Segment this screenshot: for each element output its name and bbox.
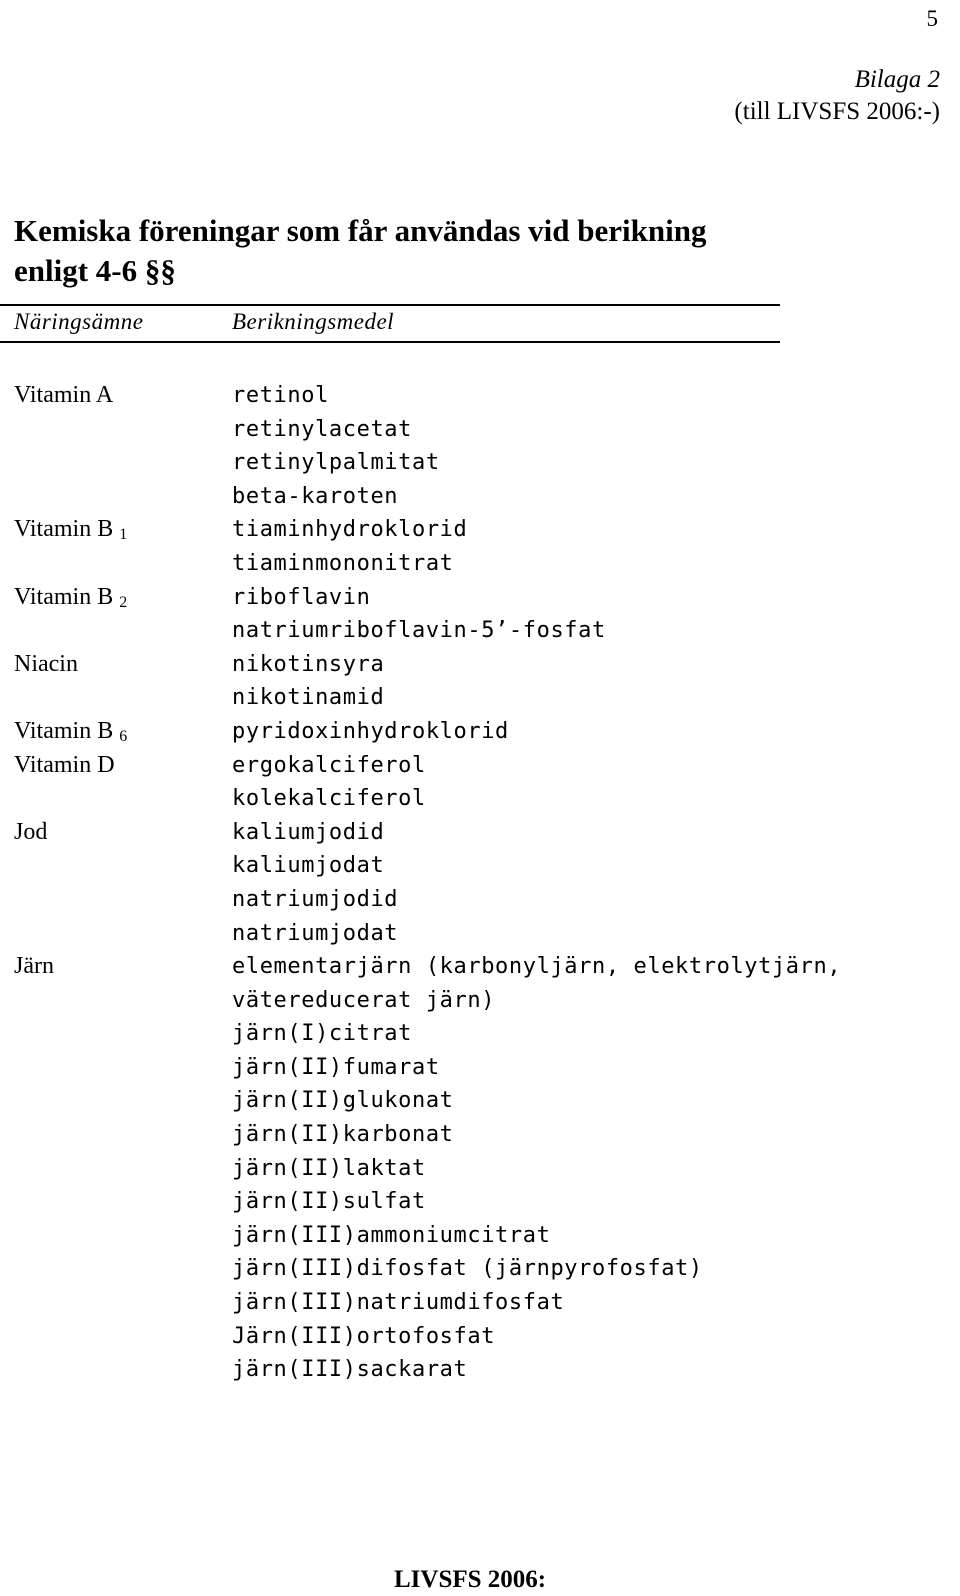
nutrient-cell [14, 749, 115, 783]
table-row [0, 950, 960, 984]
fortification-agent: pyridoxinhydroklorid [232, 718, 509, 744]
fortification-agent: kolekalciferol [232, 786, 426, 812]
table-row [0, 749, 960, 783]
table-row [0, 1152, 960, 1186]
table-row [0, 648, 960, 682]
column-header-agent: Berikningsmedel [232, 309, 395, 334]
fortification-agent: beta-karoten [232, 483, 399, 509]
fortification-agent: natriumjodat [232, 920, 399, 946]
table-row [0, 413, 960, 447]
annex-reference: (till LIVSFS 2006:-) [734, 98, 940, 125]
page-number: 5 [926, 6, 938, 31]
footer-reference: LIVSFS 2006: [394, 1566, 547, 1593]
fortification-agent: nikotinamid [232, 685, 385, 711]
table-row [0, 1219, 960, 1253]
table-row [0, 849, 960, 883]
table-row [0, 1118, 960, 1152]
table-row [0, 1252, 960, 1286]
nutrient-name: Järn [14, 953, 54, 980]
fortification-agent: järn(II)karbonat [232, 1122, 454, 1148]
fortification-agent: järn(III)natriumdifosfat [232, 1290, 565, 1316]
fortification-agent: järn(II)laktat [232, 1155, 426, 1181]
nutrient-name: Vitamin B [14, 583, 114, 610]
table-row [0, 547, 960, 581]
nutrient-cell [14, 648, 78, 682]
table-row [0, 581, 960, 615]
nutrient-name: Vitamin B [14, 717, 114, 744]
table-top-rule [0, 304, 780, 306]
fortification-agent: natriumriboflavin-5’-fosfat [232, 618, 606, 644]
fortification-agent: retinylacetat [232, 416, 412, 442]
fortification-agent: elementarjärn (karbonyljärn, elektrolytjärn, [232, 954, 842, 980]
table-row [0, 782, 960, 816]
table-row [0, 1320, 960, 1354]
nutrient-name: Vitamin B [14, 516, 114, 543]
fortification-agent: riboflavin [232, 584, 371, 610]
nutrient-subscript: 2 [119, 593, 128, 611]
table-row [0, 917, 960, 951]
fortification-agent: järn(III)difosfat (järnpyrofosfat) [232, 1256, 703, 1282]
fortification-agent: järn(II)glukonat [232, 1088, 454, 1114]
table-row [0, 446, 960, 480]
page-title-line-2: enligt 4-6 §§ [14, 253, 176, 288]
fortification-agent: ergokalciferol [232, 752, 426, 778]
table-row [0, 1084, 960, 1118]
fortification-agent: kaliumjodid [232, 819, 385, 845]
table-row [0, 816, 960, 850]
nutrient-name: Vitamin D [14, 751, 115, 778]
nutrient-name: Niacin [14, 650, 78, 677]
table-row [0, 1051, 960, 1085]
fortification-agent: kaliumjodat [232, 853, 385, 879]
table-row [0, 1017, 960, 1051]
fortification-agent: vätereducerat järn) [232, 987, 496, 1013]
fortification-agent: järn(III)ammoniumcitrat [232, 1222, 551, 1248]
fortification-table [0, 379, 960, 1387]
table-row [0, 379, 960, 413]
fortification-agent: järn(I)citrat [232, 1021, 412, 1047]
fortification-agent: natriumjodid [232, 886, 399, 912]
nutrient-cell [14, 379, 113, 413]
page-title-line-1: Kemiska föreningar som får användas vid berikning [14, 213, 707, 248]
fortification-agent: järn(III)sackarat [232, 1357, 468, 1383]
fortification-agent: järn(II)sulfat [232, 1189, 426, 1215]
table-header-rule [0, 341, 780, 343]
nutrient-subscript: 1 [119, 526, 128, 544]
annex-label: Bilaga 2 [854, 66, 940, 93]
column-header-nutrient: Näringsämne [14, 309, 144, 334]
table-row [0, 681, 960, 715]
page-title [14, 211, 706, 291]
nutrient-name: Jod [14, 818, 48, 845]
fortification-agent: retinol [232, 383, 329, 408]
fortification-agent: retinylpalmitat [232, 450, 440, 476]
table-row [0, 883, 960, 917]
annex-header [734, 64, 940, 128]
table-row [0, 614, 960, 648]
nutrient-subscript: 6 [119, 727, 128, 745]
table-row [0, 715, 960, 749]
nutrient-name: Vitamin A [14, 382, 114, 408]
table-row [0, 1286, 960, 1320]
fortification-agent: tiaminhydroklorid [232, 517, 468, 543]
fortification-agent: tiaminmononitrat [232, 550, 454, 576]
table-row [0, 1185, 960, 1219]
table-row [0, 984, 960, 1018]
nutrient-cell [14, 816, 47, 850]
table-row [0, 480, 960, 514]
nutrient-cell [14, 950, 54, 984]
fortification-agent: Järn(III)ortofosfat [232, 1323, 496, 1349]
fortification-agent: nikotinsyra [232, 651, 385, 677]
table-row [0, 513, 960, 547]
fortification-agent: järn(II)fumarat [232, 1054, 440, 1080]
table-row [0, 1353, 960, 1387]
